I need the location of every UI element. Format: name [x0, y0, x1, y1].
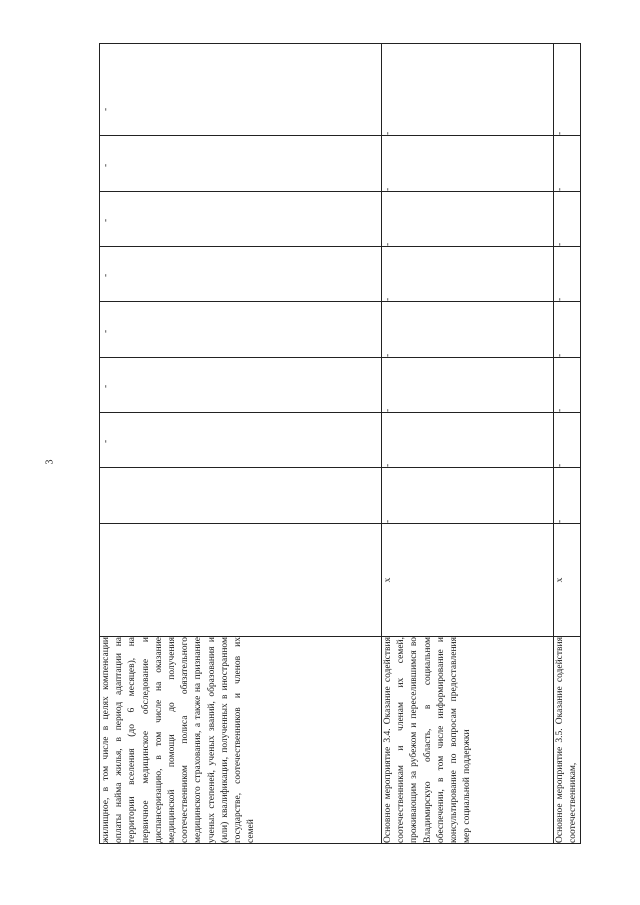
value-cell: -	[382, 358, 554, 413]
table-row	[100, 44, 382, 844]
activity-description: Основное мероприятие 3.5. Оказание содействия соотечественникам,	[554, 637, 581, 844]
page-number: 3	[44, 459, 56, 465]
table-row	[382, 44, 554, 844]
responsible-mark: х	[554, 524, 581, 637]
value-cell: -	[382, 468, 554, 524]
responsible-mark: х	[382, 524, 554, 637]
value-cell: -	[100, 247, 382, 302]
value-cell: -	[100, 413, 382, 468]
activity-description: Основное мероприятие 3.4. Оказание содействия соотечественникам и членам их семей, проживающим за рубежом и переселившимся во Владимирскую область, в социальном обеспечении, в том числе информирование и консультирование по вопросам предоставления мер социальной поддержки	[382, 637, 554, 844]
program-activities-table	[99, 43, 581, 844]
value-cell: -	[554, 44, 581, 136]
value-cell: -	[382, 302, 554, 358]
value-cell: -	[554, 413, 581, 468]
value-cell: -	[554, 468, 581, 524]
value-cell: -	[554, 136, 581, 192]
table-viewport	[99, 44, 577, 844]
value-cell: -	[100, 358, 382, 413]
value-cell: -	[554, 192, 581, 247]
value-cell: -	[382, 192, 554, 247]
value-cell: -	[100, 44, 382, 136]
value-cell: -	[100, 302, 382, 358]
value-cell: -	[382, 44, 554, 136]
value-cell: -	[382, 247, 554, 302]
value-cell: -	[100, 136, 382, 192]
value-cell	[100, 468, 382, 524]
value-cell: -	[100, 192, 382, 247]
value-cell: -	[554, 247, 581, 302]
responsible-mark	[100, 524, 382, 637]
table-row	[554, 44, 581, 844]
value-cell: -	[554, 302, 581, 358]
activity-description: жилищное, в том числе в целях компенсации оплаты найма жилья, в период адаптации на территории вселения (до 6 месяцев), на первичное медицинское обследование и диспансеризацию, в том числе на оказание медицинской помощи до получения соотечественником полиса обязательного медицинского страхования, а также на признание ученых степеней, ученых званий, образования и (или) квалификации, полученных в иностранном государстве, соотечественников и членов их семей	[100, 637, 382, 844]
value-cell: -	[554, 358, 581, 413]
value-cell: -	[382, 136, 554, 192]
rotated-table-layer	[99, 44, 577, 844]
value-cell: -	[382, 413, 554, 468]
